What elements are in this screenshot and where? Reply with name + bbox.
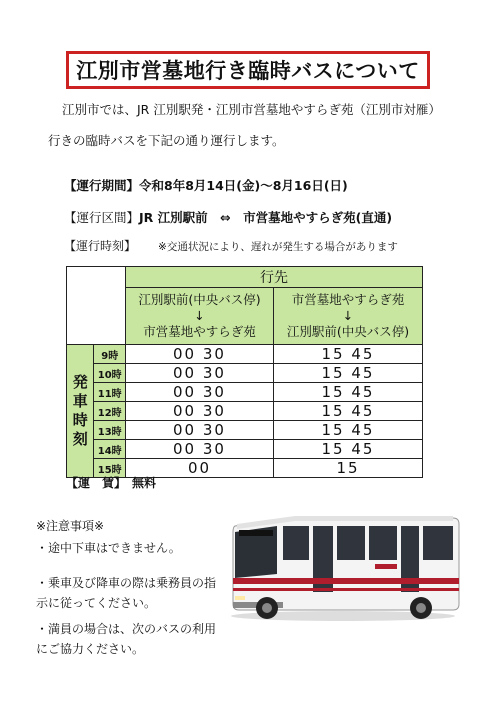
route-1-times: 00 30 <box>126 440 274 459</box>
route-1-times: 00 30 <box>126 402 274 421</box>
section-label: 【運行区間】 <box>64 210 140 225</box>
route-2-times: 15 45 <box>274 383 423 402</box>
hour-cell: 10時 <box>94 364 126 383</box>
route-2-from: 市営墓地やすらぎ苑 <box>291 292 405 307</box>
times-label: 【運行時刻】 <box>64 239 137 253</box>
notice-item: ・乗車及び降車の際は乗務員の指示に従ってください。 <box>36 576 217 610</box>
route-2-times: 15 45 <box>274 440 423 459</box>
route-1-header <box>126 288 274 345</box>
departure-time-label: 発 車 時 刻 <box>67 345 94 478</box>
route-1-times: 00 <box>126 459 274 478</box>
period-label: 【運行期間】 <box>64 178 140 193</box>
destination-header: 行先 <box>126 267 423 288</box>
operation-section <box>64 208 392 226</box>
times-note: ※交通状況により、遅れが発生する場合があります <box>158 241 398 253</box>
fare-value: 無料 <box>132 476 157 490</box>
route-1-times: 00 30 <box>126 421 274 440</box>
route-2-arrow: ↓ <box>342 308 354 323</box>
hour-cell: 12時 <box>94 402 126 421</box>
route-2-header <box>274 288 423 345</box>
table-row <box>67 383 423 402</box>
page-title: 江別市営墓地行き臨時バスについて <box>66 51 430 89</box>
route-1-from: 江別駅前(中央バス停) <box>138 292 261 307</box>
timetable <box>66 266 423 478</box>
bus-image <box>225 512 462 622</box>
table-row <box>67 345 423 364</box>
route-1-times: 00 30 <box>126 383 274 402</box>
section-value: JR 江別駅前 ⇔ 市営墓地やすらぎ苑(直通) <box>139 210 393 225</box>
route-2-to: 江別駅前(中央バス停) <box>286 324 410 339</box>
hour-cell: 14時 <box>94 440 126 459</box>
hour-cell: 13時 <box>94 421 126 440</box>
table-row <box>67 421 423 440</box>
operation-times <box>64 237 398 254</box>
hour-cell: 11時 <box>94 383 126 402</box>
notice-item: ・途中下車はできません。 <box>36 541 181 555</box>
route-1-arrow: ↓ <box>194 308 205 323</box>
route-2-times: 15 45 <box>274 345 423 364</box>
hour-cell: 15時 <box>94 459 126 478</box>
period-value: 令和8年8月14日(金)～8月16日(日) <box>139 178 348 193</box>
fare <box>66 474 156 491</box>
route-2-times: 15 45 <box>274 402 423 421</box>
hour-cell: 9時 <box>94 345 126 364</box>
notice-item: ・満員の場合は、次のバスの利用にご協力ください。 <box>36 622 217 656</box>
route-2-times: 15 45 <box>274 421 423 440</box>
route-1-times: 00 30 <box>126 345 274 364</box>
table-row <box>67 364 423 383</box>
operation-period <box>64 176 348 194</box>
timetable-corner <box>67 267 126 345</box>
route-2-times: 15 45 <box>274 364 423 383</box>
notice-title: ※注意事項※ <box>36 519 105 533</box>
intro-line-2: 行きの臨時バスを下記の通り運行します。 <box>48 133 285 148</box>
table-row <box>67 402 423 421</box>
route-1-times: 00 30 <box>126 364 274 383</box>
intro-line-1: 江別市では、JR 江別駅発・江別市営墓地やすらぎ苑（江別市対雁） <box>62 102 441 117</box>
table-row <box>67 440 423 459</box>
fare-label: 【運 賃】 <box>66 476 121 490</box>
route-2-times: 15 <box>274 459 423 478</box>
route-1-to: 市営墓地やすらぎ苑 <box>143 324 256 339</box>
